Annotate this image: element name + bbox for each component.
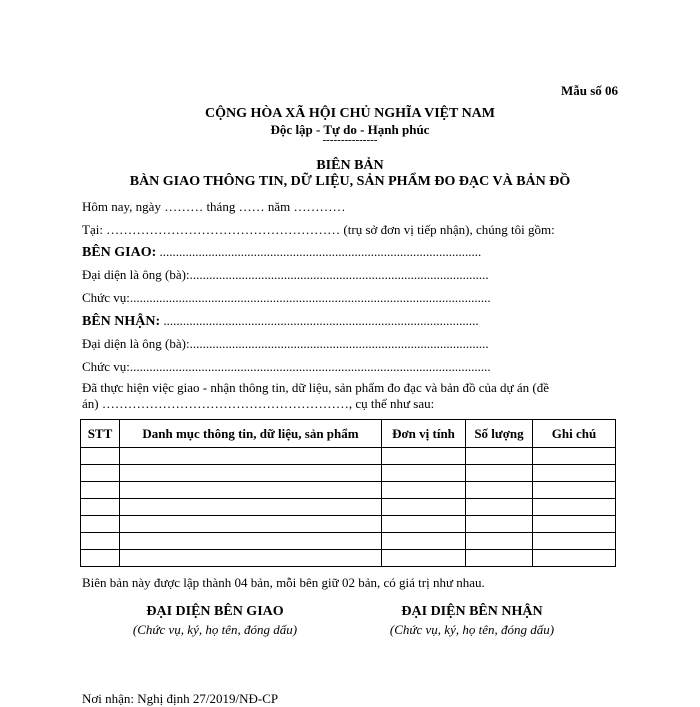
document-title: BIÊN BẢN — [316, 158, 384, 173]
receiver-representative: Đại diện là ông (bà):............................................................................................ — [82, 336, 489, 351]
giver-representative: Đại diện là ông (bà):............................................................................................ — [82, 267, 489, 282]
table-cell — [533, 465, 616, 482]
table-cell — [382, 465, 466, 482]
table-cell — [466, 482, 533, 499]
table-cell — [81, 448, 120, 465]
table-row — [81, 448, 616, 465]
giver-signature-note: (Chức vụ, ký, họ tên, đóng dấu) — [132, 622, 298, 637]
table-row — [81, 482, 616, 499]
handover-table — [80, 419, 616, 567]
header-separator: --------------- — [322, 134, 378, 146]
table-row — [81, 533, 616, 550]
nation-header: CỘNG HÒA XÃ HỘI CHỦ NGHĨA VIỆT NAM — [204, 106, 495, 121]
receiver-signature-title: ĐẠI DIỆN BÊN NHẬN — [401, 604, 543, 619]
table-cell — [466, 516, 533, 533]
table-cell — [533, 448, 616, 465]
table-cell — [382, 550, 466, 567]
date-line: Hôm nay, ngày ……… tháng …… năm ………… — [82, 199, 346, 214]
footer-cut-text: Nơi nhận: Nghị định 27/2019/NĐ-CP — [82, 691, 279, 706]
col-note: Ghi chú — [533, 420, 616, 448]
table-cell — [466, 448, 533, 465]
closing-statement: Biên bản này được lập thành 04 bản, mỗi bên giữ 02 bản, có giá trị như nhau. — [82, 575, 485, 590]
table-cell — [81, 482, 120, 499]
table-cell — [466, 499, 533, 516]
receiver-signature-note: (Chức vụ, ký, họ tên, đóng dấu) — [389, 622, 555, 637]
table-body — [81, 448, 616, 567]
table-cell — [533, 533, 616, 550]
giver-signature-title: ĐẠI DIỆN BÊN GIAO — [146, 604, 284, 619]
receiver-fill: ................................................................................................. — [160, 313, 479, 328]
col-item: Danh mục thông tin, dữ liệu, sản phẩm — [120, 420, 382, 448]
table-cell — [382, 533, 466, 550]
col-quantity: Số lượng — [466, 420, 533, 448]
table-row — [81, 516, 616, 533]
document-subtitle: BÀN GIAO THÔNG TIN, DỮ LIỆU, SẢN PHẨM ĐO ĐẠC VÀ BẢN ĐỒ — [129, 174, 571, 189]
performed-line-1: Đã thực hiện việc giao - nhận thông tin, dữ liệu, sản phẩm đo đạc và bản đồ của dự án (đề — [82, 380, 549, 395]
table-cell — [81, 499, 120, 516]
col-unit: Đơn vị tính — [382, 420, 466, 448]
receiver-line — [82, 313, 479, 330]
giver-position: Chức vụ:............................................................................................................... — [82, 290, 491, 305]
table-row — [81, 550, 616, 567]
table-cell — [466, 465, 533, 482]
place-line: Tại: ……………………………………………… (trụ sở đơn vị tiếp nhận), chúng tôi gồm: — [82, 222, 555, 237]
performed-line-2: án) …………………………………………………, cụ thể như sau: — [82, 396, 435, 411]
form-number: Mẫu số 06 — [560, 83, 618, 98]
table-cell — [533, 550, 616, 567]
table-cell — [81, 516, 120, 533]
table-cell — [120, 550, 382, 567]
table-cell — [120, 465, 382, 482]
table-cell — [466, 550, 533, 567]
table-cell — [81, 465, 120, 482]
table-row — [81, 465, 616, 482]
table-cell — [533, 516, 616, 533]
motto: Độc lập - Tự do - Hạnh phúc — [270, 122, 430, 137]
receiver-position: Chức vụ:............................................................................................................... — [82, 359, 491, 374]
table-cell — [120, 516, 382, 533]
giver-fill: ................................................................................................... — [156, 244, 482, 259]
table-cell — [120, 533, 382, 550]
table-cell — [120, 499, 382, 516]
receiver-label: BÊN NHẬN: — [82, 314, 161, 329]
table-cell — [533, 482, 616, 499]
table-row — [81, 499, 616, 516]
table-cell — [382, 499, 466, 516]
table-cell — [81, 550, 120, 567]
col-stt: STT — [81, 420, 120, 448]
table-header-row — [81, 420, 616, 448]
giver-label: BÊN GIAO: — [82, 245, 157, 260]
table-cell — [382, 516, 466, 533]
giver-line — [82, 244, 481, 261]
table-cell — [382, 448, 466, 465]
table-cell — [466, 533, 533, 550]
table-cell — [533, 499, 616, 516]
table-cell — [382, 482, 466, 499]
table-cell — [81, 533, 120, 550]
table-cell — [120, 448, 382, 465]
table-cell — [120, 482, 382, 499]
